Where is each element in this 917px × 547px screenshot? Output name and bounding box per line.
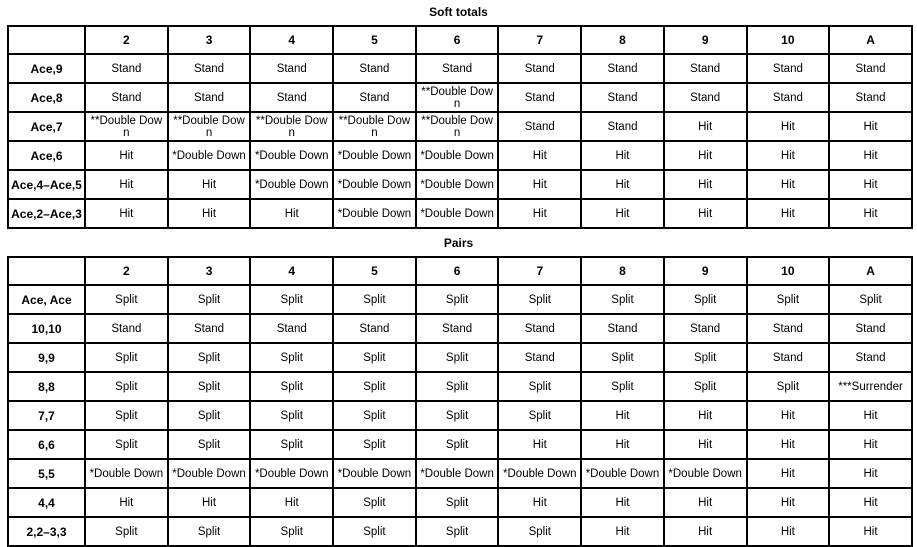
action-cell: *Double Down: [498, 459, 581, 488]
action-cell: Split: [250, 285, 333, 314]
action-cell: Split: [498, 372, 581, 401]
table-row: [8, 372, 912, 401]
action-cell: Split: [747, 285, 830, 314]
action-cell: ***Surrender: [829, 372, 912, 401]
action-cell: Hit: [168, 199, 251, 228]
action-cell: Stand: [498, 314, 581, 343]
soft-totals-table: [7, 25, 913, 229]
table-row: [8, 199, 912, 228]
hand-label: 4,4: [8, 488, 85, 517]
table-row: [8, 141, 912, 170]
dealer-upcard-header: 7: [498, 26, 581, 54]
action-cell: Hit: [747, 459, 830, 488]
action-cell: Stand: [829, 83, 912, 112]
hand-label: 9,9: [8, 343, 85, 372]
action-cell: Hit: [747, 401, 830, 430]
action-cell: Stand: [581, 314, 664, 343]
action-cell: Split: [250, 372, 333, 401]
action-cell: Stand: [416, 314, 499, 343]
action-cell: *Double Down: [168, 141, 251, 170]
action-cell: Stand: [747, 314, 830, 343]
dealer-upcard-header: 9: [664, 26, 747, 54]
action-cell: Split: [498, 285, 581, 314]
action-cell: Stand: [85, 314, 168, 343]
hand-label: 6,6: [8, 430, 85, 459]
action-cell: *Double Down: [581, 459, 664, 488]
action-cell: Hit: [747, 199, 830, 228]
action-cell: Stand: [498, 54, 581, 83]
table-row: [8, 112, 912, 141]
action-cell: Hit: [829, 488, 912, 517]
action-cell: Split: [416, 372, 499, 401]
action-cell: *Double Down: [416, 199, 499, 228]
action-cell: Split: [333, 401, 416, 430]
action-cell: Split: [250, 430, 333, 459]
action-cell: Hit: [498, 199, 581, 228]
action-cell: Stand: [85, 83, 168, 112]
soft-totals-title: Soft totals: [429, 5, 488, 19]
action-cell: *Double Down: [333, 459, 416, 488]
action-cell: Hit: [747, 170, 830, 199]
action-cell: Split: [168, 401, 251, 430]
hand-label: Ace,2–Ace,3: [8, 199, 85, 228]
action-cell: Hit: [747, 517, 830, 546]
action-cell: Hit: [829, 401, 912, 430]
action-cell: Stand: [498, 112, 581, 141]
action-cell: Split: [747, 372, 830, 401]
action-cell: Stand: [250, 314, 333, 343]
action-cell: Hit: [664, 199, 747, 228]
action-cell: Split: [333, 488, 416, 517]
table-row: [8, 54, 912, 83]
action-cell: Split: [829, 285, 912, 314]
action-cell: Hit: [581, 170, 664, 199]
hand-label: Ace,8: [8, 83, 85, 112]
action-cell: Hit: [829, 170, 912, 199]
action-cell: Split: [333, 285, 416, 314]
table-row: [8, 430, 912, 459]
table-row: [8, 343, 912, 372]
dealer-upcard-header: A: [829, 26, 912, 54]
action-cell: Hit: [664, 112, 747, 141]
action-cell: *Double Down: [333, 170, 416, 199]
action-cell: **Double Down: [333, 112, 416, 141]
action-cell: *Double Down: [333, 199, 416, 228]
action-cell: **Double Down: [416, 83, 499, 112]
action-cell: Hit: [581, 141, 664, 170]
action-cell: Hit: [85, 170, 168, 199]
corner-header-cell: [8, 257, 85, 285]
corner-header-cell: [8, 26, 85, 54]
action-cell: Hit: [498, 488, 581, 517]
action-cell: Split: [333, 517, 416, 546]
action-cell: **Double Down: [416, 112, 499, 141]
action-cell: Split: [250, 517, 333, 546]
action-cell: Hit: [829, 112, 912, 141]
action-cell: Split: [416, 517, 499, 546]
table-row: [8, 488, 912, 517]
header-row: [8, 26, 912, 54]
action-cell: *Double Down: [416, 170, 499, 199]
action-cell: Split: [664, 343, 747, 372]
pairs-table: [7, 256, 913, 547]
action-cell: Split: [498, 401, 581, 430]
dealer-upcard-header: 3: [168, 257, 251, 285]
table-row: [8, 170, 912, 199]
action-cell: Split: [250, 401, 333, 430]
hand-label: 2,2–3,3: [8, 517, 85, 546]
action-cell: Stand: [333, 83, 416, 112]
action-cell: Split: [85, 343, 168, 372]
action-cell: Split: [85, 517, 168, 546]
dealer-upcard-header: 6: [416, 257, 499, 285]
action-cell: Split: [416, 285, 499, 314]
action-cell: Hit: [250, 199, 333, 228]
hand-label: 8,8: [8, 372, 85, 401]
action-cell: Split: [168, 372, 251, 401]
hand-label: Ace, Ace: [8, 285, 85, 314]
action-cell: *Double Down: [168, 459, 251, 488]
dealer-upcard-header: 5: [333, 26, 416, 54]
action-cell: Stand: [747, 54, 830, 83]
dealer-upcard-header: 2: [85, 26, 168, 54]
action-cell: Stand: [829, 54, 912, 83]
action-cell: Hit: [581, 517, 664, 546]
action-cell: Split: [85, 430, 168, 459]
action-cell: Split: [333, 430, 416, 459]
dealer-upcard-header: A: [829, 257, 912, 285]
table-row: [8, 459, 912, 488]
action-cell: Split: [333, 343, 416, 372]
action-cell: Split: [168, 343, 251, 372]
action-cell: Stand: [168, 83, 251, 112]
action-cell: Stand: [498, 83, 581, 112]
table-row: [8, 517, 912, 546]
action-cell: Hit: [747, 141, 830, 170]
action-cell: Hit: [498, 141, 581, 170]
action-cell: Split: [168, 285, 251, 314]
action-cell: Split: [664, 372, 747, 401]
action-cell: Hit: [498, 430, 581, 459]
hand-label: 5,5: [8, 459, 85, 488]
action-cell: Stand: [747, 343, 830, 372]
table-row: [8, 401, 912, 430]
action-cell: Split: [416, 430, 499, 459]
action-cell: Stand: [168, 314, 251, 343]
hand-label: Ace,4–Ace,5: [8, 170, 85, 199]
dealer-upcard-header: 10: [747, 26, 830, 54]
action-cell: Split: [416, 401, 499, 430]
action-cell: Split: [85, 372, 168, 401]
action-cell: Stand: [664, 54, 747, 83]
action-cell: Split: [581, 285, 664, 314]
hand-label: Ace,6: [8, 141, 85, 170]
action-cell: Hit: [747, 112, 830, 141]
action-cell: Hit: [829, 459, 912, 488]
table-row: [8, 83, 912, 112]
action-cell: Hit: [664, 401, 747, 430]
action-cell: *Double Down: [250, 459, 333, 488]
action-cell: Hit: [664, 517, 747, 546]
hand-label: 7,7: [8, 401, 85, 430]
action-cell: Hit: [85, 488, 168, 517]
action-cell: Stand: [416, 54, 499, 83]
action-cell: Hit: [664, 488, 747, 517]
action-cell: Stand: [168, 54, 251, 83]
action-cell: Hit: [829, 430, 912, 459]
action-cell: Split: [85, 401, 168, 430]
action-cell: Split: [416, 488, 499, 517]
action-cell: Hit: [250, 488, 333, 517]
action-cell: Hit: [664, 141, 747, 170]
action-cell: Hit: [664, 430, 747, 459]
action-cell: *Double Down: [416, 459, 499, 488]
action-cell: Stand: [85, 54, 168, 83]
action-cell: Split: [416, 343, 499, 372]
action-cell: Hit: [168, 170, 251, 199]
dealer-upcard-header: 4: [250, 26, 333, 54]
action-cell: Hit: [664, 170, 747, 199]
dealer-upcard-header: 2: [85, 257, 168, 285]
action-cell: Stand: [581, 112, 664, 141]
table-row: [8, 285, 912, 314]
action-cell: Split: [581, 343, 664, 372]
action-cell: Split: [498, 517, 581, 546]
action-cell: Hit: [829, 199, 912, 228]
dealer-upcard-header: 10: [747, 257, 830, 285]
action-cell: Stand: [664, 83, 747, 112]
action-cell: Hit: [581, 430, 664, 459]
hand-label: Ace,9: [8, 54, 85, 83]
dealer-upcard-header: 7: [498, 257, 581, 285]
action-cell: Stand: [829, 314, 912, 343]
action-cell: *Double Down: [333, 141, 416, 170]
action-cell: *Double Down: [85, 459, 168, 488]
action-cell: Split: [168, 430, 251, 459]
action-cell: Hit: [581, 199, 664, 228]
action-cell: *Double Down: [664, 459, 747, 488]
dealer-upcard-header: 8: [581, 257, 664, 285]
action-cell: Stand: [581, 83, 664, 112]
action-cell: Stand: [581, 54, 664, 83]
dealer-upcard-header: 4: [250, 257, 333, 285]
action-cell: Stand: [250, 54, 333, 83]
action-cell: **Double Down: [250, 112, 333, 141]
action-cell: **Double Down: [85, 112, 168, 141]
action-cell: **Double Down: [168, 112, 251, 141]
action-cell: Split: [333, 372, 416, 401]
action-cell: Stand: [250, 83, 333, 112]
action-cell: Split: [168, 517, 251, 546]
action-cell: Stand: [664, 314, 747, 343]
action-cell: Split: [664, 285, 747, 314]
action-cell: Hit: [85, 199, 168, 228]
action-cell: Hit: [747, 488, 830, 517]
action-cell: Hit: [85, 141, 168, 170]
action-cell: Hit: [168, 488, 251, 517]
dealer-upcard-header: 8: [581, 26, 664, 54]
header-row: [8, 257, 912, 285]
action-cell: Split: [85, 285, 168, 314]
dealer-upcard-header: 9: [664, 257, 747, 285]
action-cell: Stand: [333, 314, 416, 343]
action-cell: Hit: [747, 430, 830, 459]
action-cell: Hit: [829, 141, 912, 170]
action-cell: Split: [581, 372, 664, 401]
action-cell: Hit: [581, 401, 664, 430]
hand-label: 10,10: [8, 314, 85, 343]
action-cell: *Double Down: [250, 170, 333, 199]
action-cell: *Double Down: [250, 141, 333, 170]
hand-label: Ace,7: [8, 112, 85, 141]
action-cell: Stand: [333, 54, 416, 83]
dealer-upcard-header: 6: [416, 26, 499, 54]
action-cell: Stand: [498, 343, 581, 372]
action-cell: Stand: [829, 343, 912, 372]
pairs-title: Pairs: [443, 236, 474, 250]
dealer-upcard-header: 5: [333, 257, 416, 285]
table-row: [8, 314, 912, 343]
action-cell: Hit: [581, 488, 664, 517]
action-cell: Hit: [829, 517, 912, 546]
dealer-upcard-header: 3: [168, 26, 251, 54]
action-cell: *Double Down: [416, 141, 499, 170]
action-cell: Split: [250, 343, 333, 372]
action-cell: Hit: [498, 170, 581, 199]
action-cell: Stand: [747, 83, 830, 112]
